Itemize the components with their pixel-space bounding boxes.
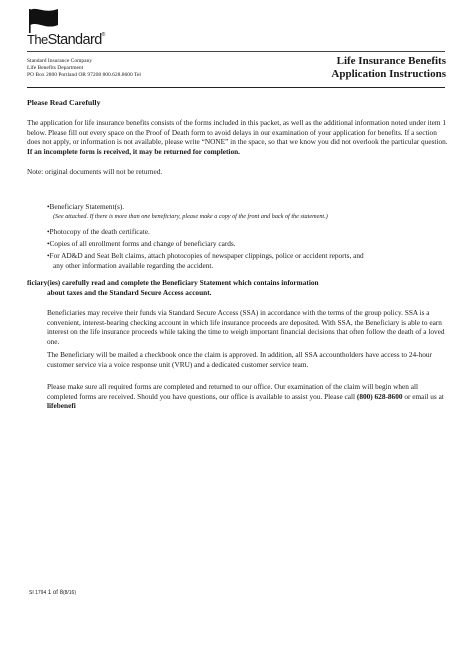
form-code: SI 1794 bbox=[29, 590, 47, 596]
intro-warning: If an incomplete form is received, it may be returned for completion. bbox=[27, 146, 240, 156]
logo-text-the: The bbox=[27, 32, 48, 47]
company-logo bbox=[27, 33, 105, 48]
beneficiary-instruction bbox=[27, 278, 447, 297]
list-item-text: •Photocopy of the death certificate. bbox=[47, 227, 150, 236]
list-item-subnote: (See attached. If there is more than one beneficiary, please make a copy of the front and back of the statement.) bbox=[53, 212, 328, 220]
company-name: Standard Insurance Company bbox=[27, 58, 93, 64]
logo-text-standard: Standard bbox=[47, 32, 102, 48]
document-title-line-2: Application Instructions bbox=[331, 68, 446, 80]
list-item-text: •Copies of all enrollment forms and change of beneficiary cards. bbox=[47, 239, 236, 248]
list-item bbox=[47, 202, 442, 221]
note-text: Note: original documents will not be returned. bbox=[27, 167, 163, 176]
list-item bbox=[47, 251, 442, 270]
instruction-line-2: about taxes and the Standard Secure Access account. bbox=[47, 287, 212, 297]
contact-text: Please make sure all required forms are completed and returned to our office. Our examination of the claim will begin when all completed forms are received. Should you have questions, our office is available to assist you. Please call bbox=[47, 382, 419, 401]
flag-logo-icon bbox=[28, 6, 60, 34]
document-title bbox=[331, 55, 446, 81]
list-item-text: •For AD&D and Seat Belt claims, attach photocopies of newspaper clippings, police or accident reports, and bbox=[47, 251, 364, 260]
mailing-address: PO Box 2800 Portland OR 97208 800.628.8600 Tel bbox=[27, 71, 141, 78]
contact-text-mid: or email us at bbox=[402, 391, 444, 401]
list-item-text: •Beneficiary Statement(s). bbox=[47, 202, 125, 211]
page-number: 1 of 8 bbox=[46, 590, 63, 596]
intro-paragraph bbox=[27, 118, 451, 156]
list-item-continuation: any other information available regarding the accident. bbox=[53, 260, 214, 270]
department-name: Life Benefits Department bbox=[27, 64, 84, 71]
form-date: (8/16) bbox=[62, 590, 76, 596]
instruction-line-1: ficiary(ies) carefully read and complete the Beneficiary Statement which contains information bbox=[27, 278, 319, 287]
ssa-paragraph: Beneficiaries may receive their funds via Standard Secure Access (SSA) in accordance with the terms of the group policy. SSA is a convenient, interest-bearing checking account in which life insurance proceeds are deposited. With SSA, the Beneficiary is able to earn interest on the life insurance proceeds while taking the time to weigh important financial decisions that often follow the death of a loved one. bbox=[47, 308, 445, 346]
contact-phone: (800) 628-8600 bbox=[356, 391, 403, 401]
company-address bbox=[27, 58, 141, 78]
checkbook-paragraph: The Beneficiary will be mailed a checkbook once the claim is approved. In addition, all SSA accountholders have access to 24-hour customer service via a voice response unit (VRU) and a dedicated customer service team. bbox=[47, 350, 432, 369]
header-divider bbox=[27, 51, 445, 52]
list-item bbox=[47, 227, 442, 237]
list-item bbox=[47, 239, 442, 249]
contact-paragraph bbox=[47, 382, 447, 411]
page-footer bbox=[29, 590, 76, 596]
logo-registered-mark: ® bbox=[101, 32, 105, 38]
section-heading: Please Read Carefully bbox=[27, 98, 101, 107]
title-divider bbox=[27, 87, 445, 88]
intro-text: The application for life insurance benefits consists of the forms included in this packet, as well as the additional information noted under item 1 below. Please fill out every space on the Proof of Death form to avoid delays in our examination of your application for benefits. If a section does not apply, or information is not available, please write “NONE” in the space, so that we know you did not overlook the particular question. bbox=[27, 118, 448, 146]
document-title-line-1: Life Insurance Benefits bbox=[336, 55, 446, 67]
contact-email: lifebenefi bbox=[47, 401, 76, 410]
